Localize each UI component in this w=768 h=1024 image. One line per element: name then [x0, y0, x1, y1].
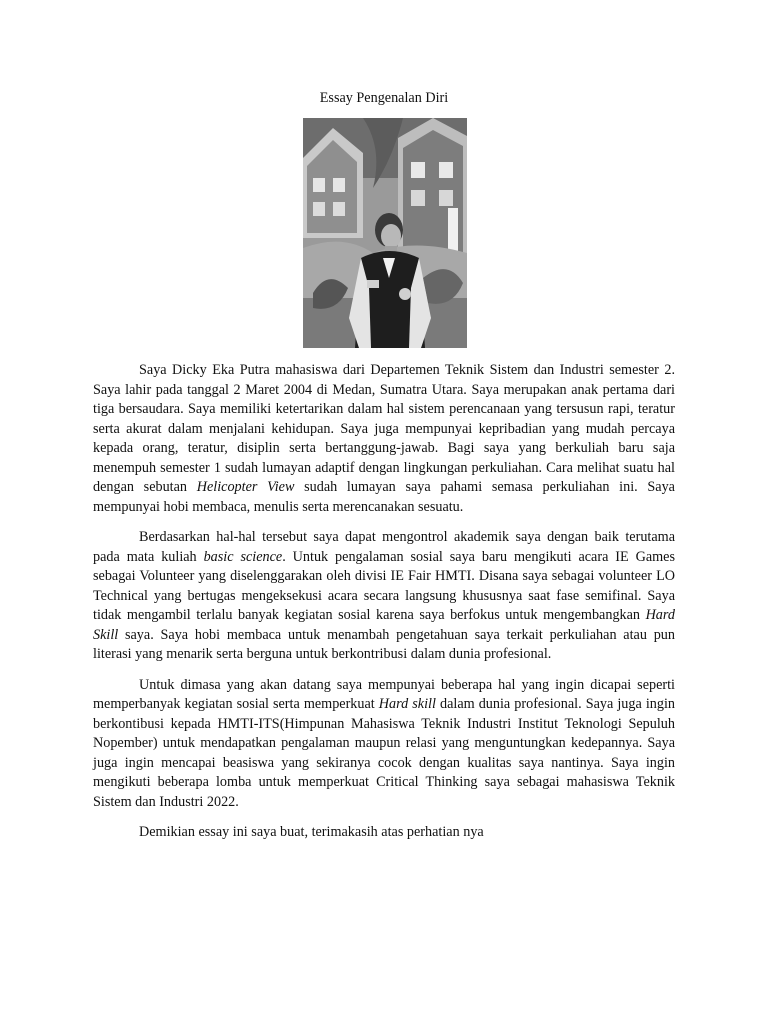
photo-illustration	[303, 118, 467, 348]
essay-title: Essay Pengenalan Diri	[319, 90, 449, 106]
paragraph-4	[93, 823, 675, 843]
paragraph-2-text-b: . Untuk pengalaman sosial saya baru mengikuti acara IE Games sebagai Volunteer yang diselenggarakan oleh divisi IE Fair HMTI. Disana saya sebagai volunteer LO Technical yang bertugas mengeksekusi acara secara langsung khususnya saat fase semifinal. Saya tidak mengambil terlalu banyak kegiatan sosial karena saya berfokus untuk mengembangkan	[93, 548, 675, 623]
paragraph-1	[93, 361, 675, 517]
paragraph-1-text-a: Saya Dicky Eka Putra mahasiswa dari Departemen Teknik Sistem dan Industri semester 2. Saya lahir pada tanggal 2 Maret 2004 di Medan, Sumatra Utara. Saya merupakan anak pertama dari tiga bersaudara. Saya memiliki ketertarikan dalam hal sistem perencanaan yang tersusun rapi, teratur serta akurat dalam menjalani kehidupan. Saya juga mempunyai kepribadian yang mudah percaya kepada orang, teratur, disiplin serta bertanggung-jawab. Bagi saya yang berkuliah baru saja menempuh semester 1 sudah lumayan adaptif dengan lingkungan perkuliahan. Cara melihat suatu hal dengan sebutan	[93, 362, 675, 495]
essay-body	[93, 361, 675, 854]
portrait-photo	[303, 118, 467, 348]
paragraph-3-text-b: dalam dunia profesional. Saya juga ingin berkontibusi kepada HMTI-ITS(Himpunan Mahasiswa Teknik Industri Institut Teknologi Sepuluh Nopember) untuk mendapatkan pengalaman maupun relasi yang menguntungkan kedepannya. Saya juga ingin mencapai beasiswa yang sekiranya cocok dengan kualitas saya nantinya. Saya ingin mengikuti beberapa lomba untuk memperkuat Critical Thinking saya sebagai mahasiswa Teknik Sistem dan Industri 2022.	[93, 696, 675, 810]
paragraph-3-text-a: Untuk dimasa yang akan datang saya mempunyai beberapa hal yang ingin dicapai seperti memperbanyak kegiatan sosial serta memperkuat	[93, 676, 675, 712]
paragraph-3	[93, 676, 675, 813]
paragraph-1-text-b: sudah lumayan saya pahami semasa perkuliahan ini. Saya mempunyai hobi membaca, menulis serta merencanakan sesuatu.	[93, 479, 675, 515]
paragraph-2-text-c: saya. Saya hobi membaca untuk menambah pengetahuan saya terkait perkuliahan atau pun literasi yang menarik serta berguna untuk berkontribusi dalam dunia profesional.	[93, 626, 675, 662]
paragraph-2-italic-hard-skill: Hard Skill	[93, 607, 675, 643]
paragraph-4-text: Demikian essay ini saya buat, terimakasih atas perhatian nya	[139, 824, 484, 840]
paragraph-3-italic-hard-skill: Hard skill	[378, 696, 436, 712]
paragraph-2-italic-basic-science: basic science	[203, 548, 283, 565]
paragraph-2	[93, 528, 675, 665]
paragraph-2-text-a: Berdasarkan hal-hal tersebut saya dapat mengontrol akademik saya dengan baik terutama pada mata kuliah	[93, 529, 675, 565]
paragraph-1-italic-helicopter-view: Helicopter View	[196, 479, 295, 495]
